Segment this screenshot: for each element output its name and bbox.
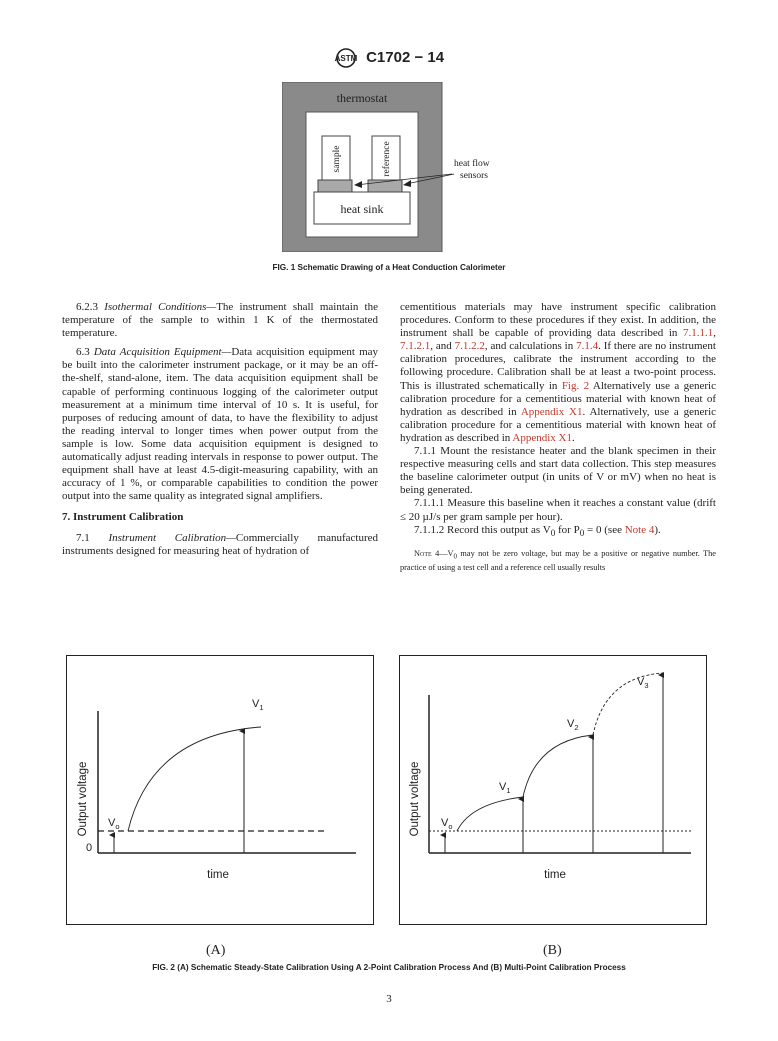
paragraph-text: . If there are no instrument calibration procedures, calibrate the instrument according to the following procedure. Calibration shall be at least a two-point process. This is illustrated schematically in — [400, 340, 716, 392]
sensors-label-line2: sensors — [460, 171, 488, 181]
figure-1-diagram — [282, 82, 542, 252]
sensors-label-line1: heat flow — [454, 159, 490, 169]
figure-2-caption: FIG. 2 (A) Schematic Steady-State Calibration Using A 2-Point Calibration Process And (B) Multi-Point Calibration Process — [152, 963, 626, 972]
sample-label: sample — [332, 145, 342, 173]
panel-label-b: (B) — [543, 943, 562, 958]
subscript: 0 — [579, 527, 585, 538]
v0-label: $V_o$ — [108, 817, 120, 831]
page-header — [0, 48, 778, 68]
paragraph-text: Commercially manufactured instruments designed for measuring heat of hydration of — [62, 531, 378, 557]
v2-label: $V_2$ — [567, 718, 579, 732]
page-number: 3 — [386, 993, 392, 1005]
heat-sink-label: heat sink — [340, 202, 384, 216]
section-title: Instrument Calibration— — [108, 531, 236, 544]
subscript: 0 — [550, 527, 556, 538]
svg-text:ASTM: ASTM — [334, 54, 358, 63]
separator: , and — [430, 340, 455, 353]
v1-label: $V_1$ — [499, 781, 511, 795]
paragraph-text: for P — [555, 523, 580, 536]
paragraph-text: cementitious materials may have instrument specific calibration procedures. Conform to these procedures if they exist. In addition, the instrument shall be capable of providing data described in — [400, 301, 716, 340]
paragraph-text: 7.1.1.2 Record this output as V — [414, 523, 551, 536]
link-note-4[interactable]: Note 4 — [624, 523, 655, 536]
y-axis-label: Output voltage — [409, 761, 421, 837]
figure-1-caption: FIG. 1 Schematic Drawing of a Heat Conduction Calorimeter — [272, 263, 506, 272]
thermostat-label: thermostat — [336, 91, 388, 105]
y-axis-label: Output voltage — [77, 761, 89, 837]
paragraph-text: Data acquisition equipment may be built into the calorimeter instrument package, or it may be an off-the-shelf, stand-alone, item. The data acquisition equipment shall be capable of performing continuous logging of the calorimeter output measurement at a minimum time interval of 10 s. It is useful, for purposes of reducing amount of data, to have the flexibility to adjust the reading interval to longer times when power output from the sample is low. Some data acquisition equipment is designed to automatically adjust reading intervals in response to power output. The equipment shall have at least 4.5-digit-measuring capability, with an accuracy of 1 %, or comparable capabilities to condition the power output into the same quality as integrated signal amplifiers. — [62, 346, 379, 503]
section-title: Isothermal Conditions— — [104, 301, 217, 313]
left-column — [62, 301, 378, 558]
v0-label: $V_o$ — [441, 817, 453, 831]
paragraph-text: = 0 (see — [584, 523, 625, 536]
separator: , — [713, 327, 716, 340]
paragraph-text: Alternatively use a generic calibration procedure for a cementitious material with known heat of hydration as described in — [400, 379, 716, 418]
figure-2a-plot — [66, 655, 374, 925]
astm-logo-icon — [334, 48, 358, 68]
section-title: Data Acquisition Equipment— — [93, 346, 232, 359]
paragraph-text: ). — [654, 523, 661, 536]
paragraph-7111: 7.1.1.1 Measure this baseline when it reaches a constant value (drift ≤ 20 µJ/s per gram sample per hour). — [400, 497, 716, 523]
x-axis-label: time — [544, 869, 566, 881]
link-appendix-x1[interactable]: Appendix X1 — [520, 405, 583, 418]
note-text: —V — [439, 548, 454, 558]
right-column — [400, 301, 716, 574]
paragraph-711: 7.1.1 Mount the resistance heater and the blank specimen in their respective measuring cells and start data collection. This step measures the baseline calorimeter output (in units of V or mV) when no heat is being generated. — [400, 445, 716, 497]
section-number: 7.1 — [76, 531, 90, 544]
zero-tick-label: 0 — [86, 842, 93, 854]
v1-label: $V_1$ — [252, 698, 264, 712]
note-text: may not be zero voltage, but may be a positive or negative number. The practice of using a test cell and a reference cell usually results — [400, 548, 716, 573]
section-number: 6.2.3 — [76, 301, 98, 313]
section-heading: 7. Instrument Calibration — [62, 511, 184, 524]
reference-label: reference — [382, 141, 392, 177]
note-label: Note 4 — [414, 548, 440, 558]
link-7111[interactable]: 7.1.1.1 — [683, 327, 714, 340]
subscript: 0 — [453, 553, 457, 561]
standard-designation: C1702 − 14 — [366, 48, 445, 66]
separator: , and calculations in — [484, 340, 577, 353]
paragraph-text: . Alternatively, use a generic calibration procedure for a cementitious material with known heat of hydration as described in — [400, 405, 717, 444]
paragraph-text: The instrument shall maintain the temperature of the sample to within 1 K of the thermostated temperature. — [62, 301, 378, 340]
x-axis-label: time — [207, 869, 229, 881]
link-7122[interactable]: 7.1.2.2 — [454, 340, 485, 353]
v3-label: $V_3$ — [637, 676, 649, 690]
paragraph-text: . — [572, 431, 575, 444]
link-714[interactable]: 7.1.4 — [576, 340, 599, 353]
link-appendix-x1-b[interactable]: Appendix X1 — [512, 431, 572, 444]
note-4 — [400, 549, 716, 574]
figure-2b-plot — [399, 655, 707, 925]
link-7121[interactable]: 7.1.2.1 — [400, 340, 431, 353]
section-number: 6.3 — [76, 346, 90, 359]
link-fig2[interactable]: Fig. 2 — [561, 379, 590, 392]
panel-label-a: (A) — [206, 943, 226, 958]
